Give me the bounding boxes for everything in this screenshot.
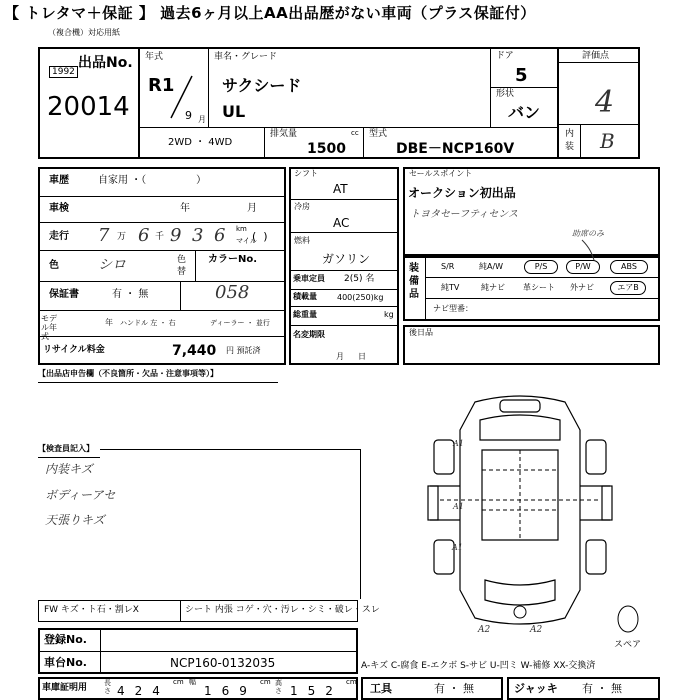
model-grade: UL (222, 102, 246, 121)
color-change: 色替 (177, 255, 187, 277)
later-label: 後日品 (409, 328, 433, 337)
fw-row: FW キズ・ト石・割レX (44, 605, 139, 615)
year-era: R1 (148, 75, 175, 96)
cert-h-label: 高さ (275, 679, 282, 695)
damage-legend: A-キズ C-腐食 E-エクボ S-サビ U-凹ミ W-補修 XX-交換済 (361, 661, 596, 671)
gross-label: 総重量 (293, 310, 317, 319)
history-label: 車歴 (49, 175, 69, 186)
equip-sr: S/R (441, 262, 455, 271)
mileage-unit-man: 万 (117, 232, 127, 242)
tools-value: 有 ・ 無 (434, 682, 474, 695)
mileage-mile: マイル (236, 237, 257, 245)
interior-label: 内装 (565, 129, 575, 152)
shaken-year: 年 (180, 203, 190, 214)
lot-badge: 1992 (49, 66, 78, 78)
inspector-label: 【検査員記入】 (38, 444, 94, 453)
lot-number: 20014 (47, 92, 130, 122)
seat-row: シート 内張 コゲ・穴・汚レ・シミ・破レ・スレ (185, 605, 380, 615)
expire-label: 名変期限 (293, 330, 325, 339)
displacement-unit: cc (351, 129, 359, 137)
mileage-km: km (236, 225, 247, 233)
sales-note: トヨタセーフティセンス (410, 209, 518, 220)
load-label: 積載量 (293, 292, 317, 301)
warranty-value: 有 ・ 無 (112, 289, 149, 300)
fuel-value: ガソリン (322, 252, 371, 266)
type-value: DBE－NCP160V (396, 141, 515, 157)
nav-model-label: ナビ型番： (433, 304, 473, 313)
damage-mark-2: A1 (453, 502, 464, 511)
model-year-label: モデル年式 (41, 314, 57, 341)
load-value: 400(250)kg (337, 293, 384, 302)
mileage-digit-4: 3 (192, 225, 204, 246)
spare-tire (616, 604, 640, 634)
capacity-label: 乗車定員 (293, 274, 325, 283)
inspector-note-3: 天張りキズ (45, 513, 105, 527)
equip-pw: P/W (566, 260, 600, 274)
car-diagram (420, 390, 620, 630)
model-year-unit: 年 (105, 318, 113, 327)
history-value: 自家用 ・（ ） (98, 175, 207, 186)
equip-aw: 純A/W (479, 262, 504, 271)
capacity-value: 2(5) 名 (344, 274, 375, 284)
cert-unit-1: cm (173, 678, 184, 686)
color-no-label: カラーNo. (208, 254, 258, 265)
damage-mark-1: A1 (453, 439, 464, 448)
jack-label: ジャッキ (514, 682, 558, 695)
mileage-unit-sen: 千 (155, 232, 165, 242)
year-month-unit: 月 (198, 115, 206, 124)
reg-label: 登録No. (44, 633, 87, 646)
inspector-note-1: 内装キズ (45, 462, 93, 476)
equip-leather: 革シート (523, 283, 555, 292)
ac-value: AC (333, 216, 350, 230)
jack-value: 有 ・ 無 (582, 682, 622, 695)
fuel-label: 燃料 (294, 236, 310, 245)
sales-title: オークション初出品 (408, 186, 516, 200)
spare-label: スペア (614, 640, 642, 650)
later-frame (403, 325, 660, 365)
cert-height: 152 (290, 684, 343, 698)
door-label: ドア (496, 51, 514, 61)
mileage-label: 走行 (49, 231, 69, 242)
ac-label: 冷房 (294, 202, 310, 211)
year-month: 9 (185, 109, 192, 122)
shape-label: 形状 (496, 89, 515, 99)
model-label: 車名・グレード (214, 52, 278, 62)
cert-l-label: 長さ (104, 679, 111, 695)
annotation-arrow (580, 238, 610, 262)
chassis-value: NCP160-0132035 (170, 656, 276, 670)
displacement-value: 1500 (307, 141, 346, 157)
handle: ハンドル 左 ・ 右 (120, 319, 176, 327)
mileage-digit-2: 6 (138, 225, 150, 246)
banner-title: 【 トレタマ＋保証 】 過去6ヶ月以上AA出品歴がない車両（プラス保証付） (4, 4, 536, 22)
shift-value: AT (333, 182, 348, 196)
equipment-label: 装備品 (409, 263, 419, 300)
recycle-value: 7,440 (172, 343, 217, 359)
damage-mark-5: A2 (530, 625, 543, 635)
displacement-label: 排気量 (270, 129, 298, 139)
gross-unit: kg (384, 310, 394, 319)
equip-abs: ABS (610, 260, 648, 274)
cert-label: 車庫証明用 (42, 683, 88, 693)
shift-label: シフト (294, 169, 318, 178)
equipment-annotation: 助席のみ (572, 229, 604, 238)
color-no-value: 058 (215, 282, 250, 303)
damage-mark-4: A2 (478, 625, 491, 635)
color-value: シロ (98, 257, 126, 273)
drive-options: 2WD ・ 4WD (168, 137, 233, 148)
year-slash (168, 74, 194, 120)
mileage-digit-3: 9 (170, 225, 182, 246)
mileage-digit-1: 7 (98, 225, 110, 246)
rating-value: 4 (595, 85, 615, 120)
tools-label: 工具 (370, 682, 392, 695)
equip-ext-navi: 外ナビ (570, 283, 594, 292)
equip-tv: 純TV (441, 283, 460, 292)
mileage-paren: ( ) (252, 230, 268, 243)
type-label: 型式 (369, 129, 388, 139)
cert-w-label: 幅 (189, 678, 196, 686)
warranty-label: 保証書 (49, 289, 79, 300)
report-label: 【出品店申告欄（不良箇所・欠品・注意事項等）】 (38, 369, 218, 378)
expire-unit: 月日 (336, 352, 380, 361)
shape-value: バン (508, 103, 541, 122)
door-value: 5 (515, 65, 528, 86)
cert-length: 424 (117, 684, 170, 698)
shaken-label: 車検 (49, 203, 69, 214)
dealer: ディーラー ・ 並行 (210, 319, 270, 327)
model-name: サクシード (222, 76, 302, 95)
recycle-unit: 円 預託済 (226, 346, 261, 355)
cert-width: 169 (204, 684, 257, 698)
equip-navi: 純ナビ (481, 283, 505, 292)
damage-mark-3: A1 (452, 543, 463, 552)
cert-unit-2: cm (260, 678, 271, 686)
inspector-note-2: ボディーアセ (45, 488, 116, 502)
equip-airbag: エアB (610, 281, 646, 295)
mileage-digit-5: 6 (214, 225, 226, 246)
interior-value: B (600, 129, 615, 153)
cert-unit-3: cm (346, 678, 357, 686)
color-label: 色 (49, 260, 59, 271)
recycle-label: リサイクル料金 (43, 345, 105, 355)
sales-label: セールスポイント (409, 169, 473, 178)
chassis-label: 車台No. (44, 656, 87, 669)
lot-label: 出品No. (78, 55, 133, 71)
subheader: （複合機）対応用紙 (48, 28, 120, 37)
shaken-month: 月 (247, 203, 257, 214)
equip-ps: P/S (524, 260, 558, 274)
year-label: 年式 (145, 52, 164, 62)
rating-label: 評価点 (582, 51, 610, 61)
inspector-ruler (100, 449, 360, 458)
